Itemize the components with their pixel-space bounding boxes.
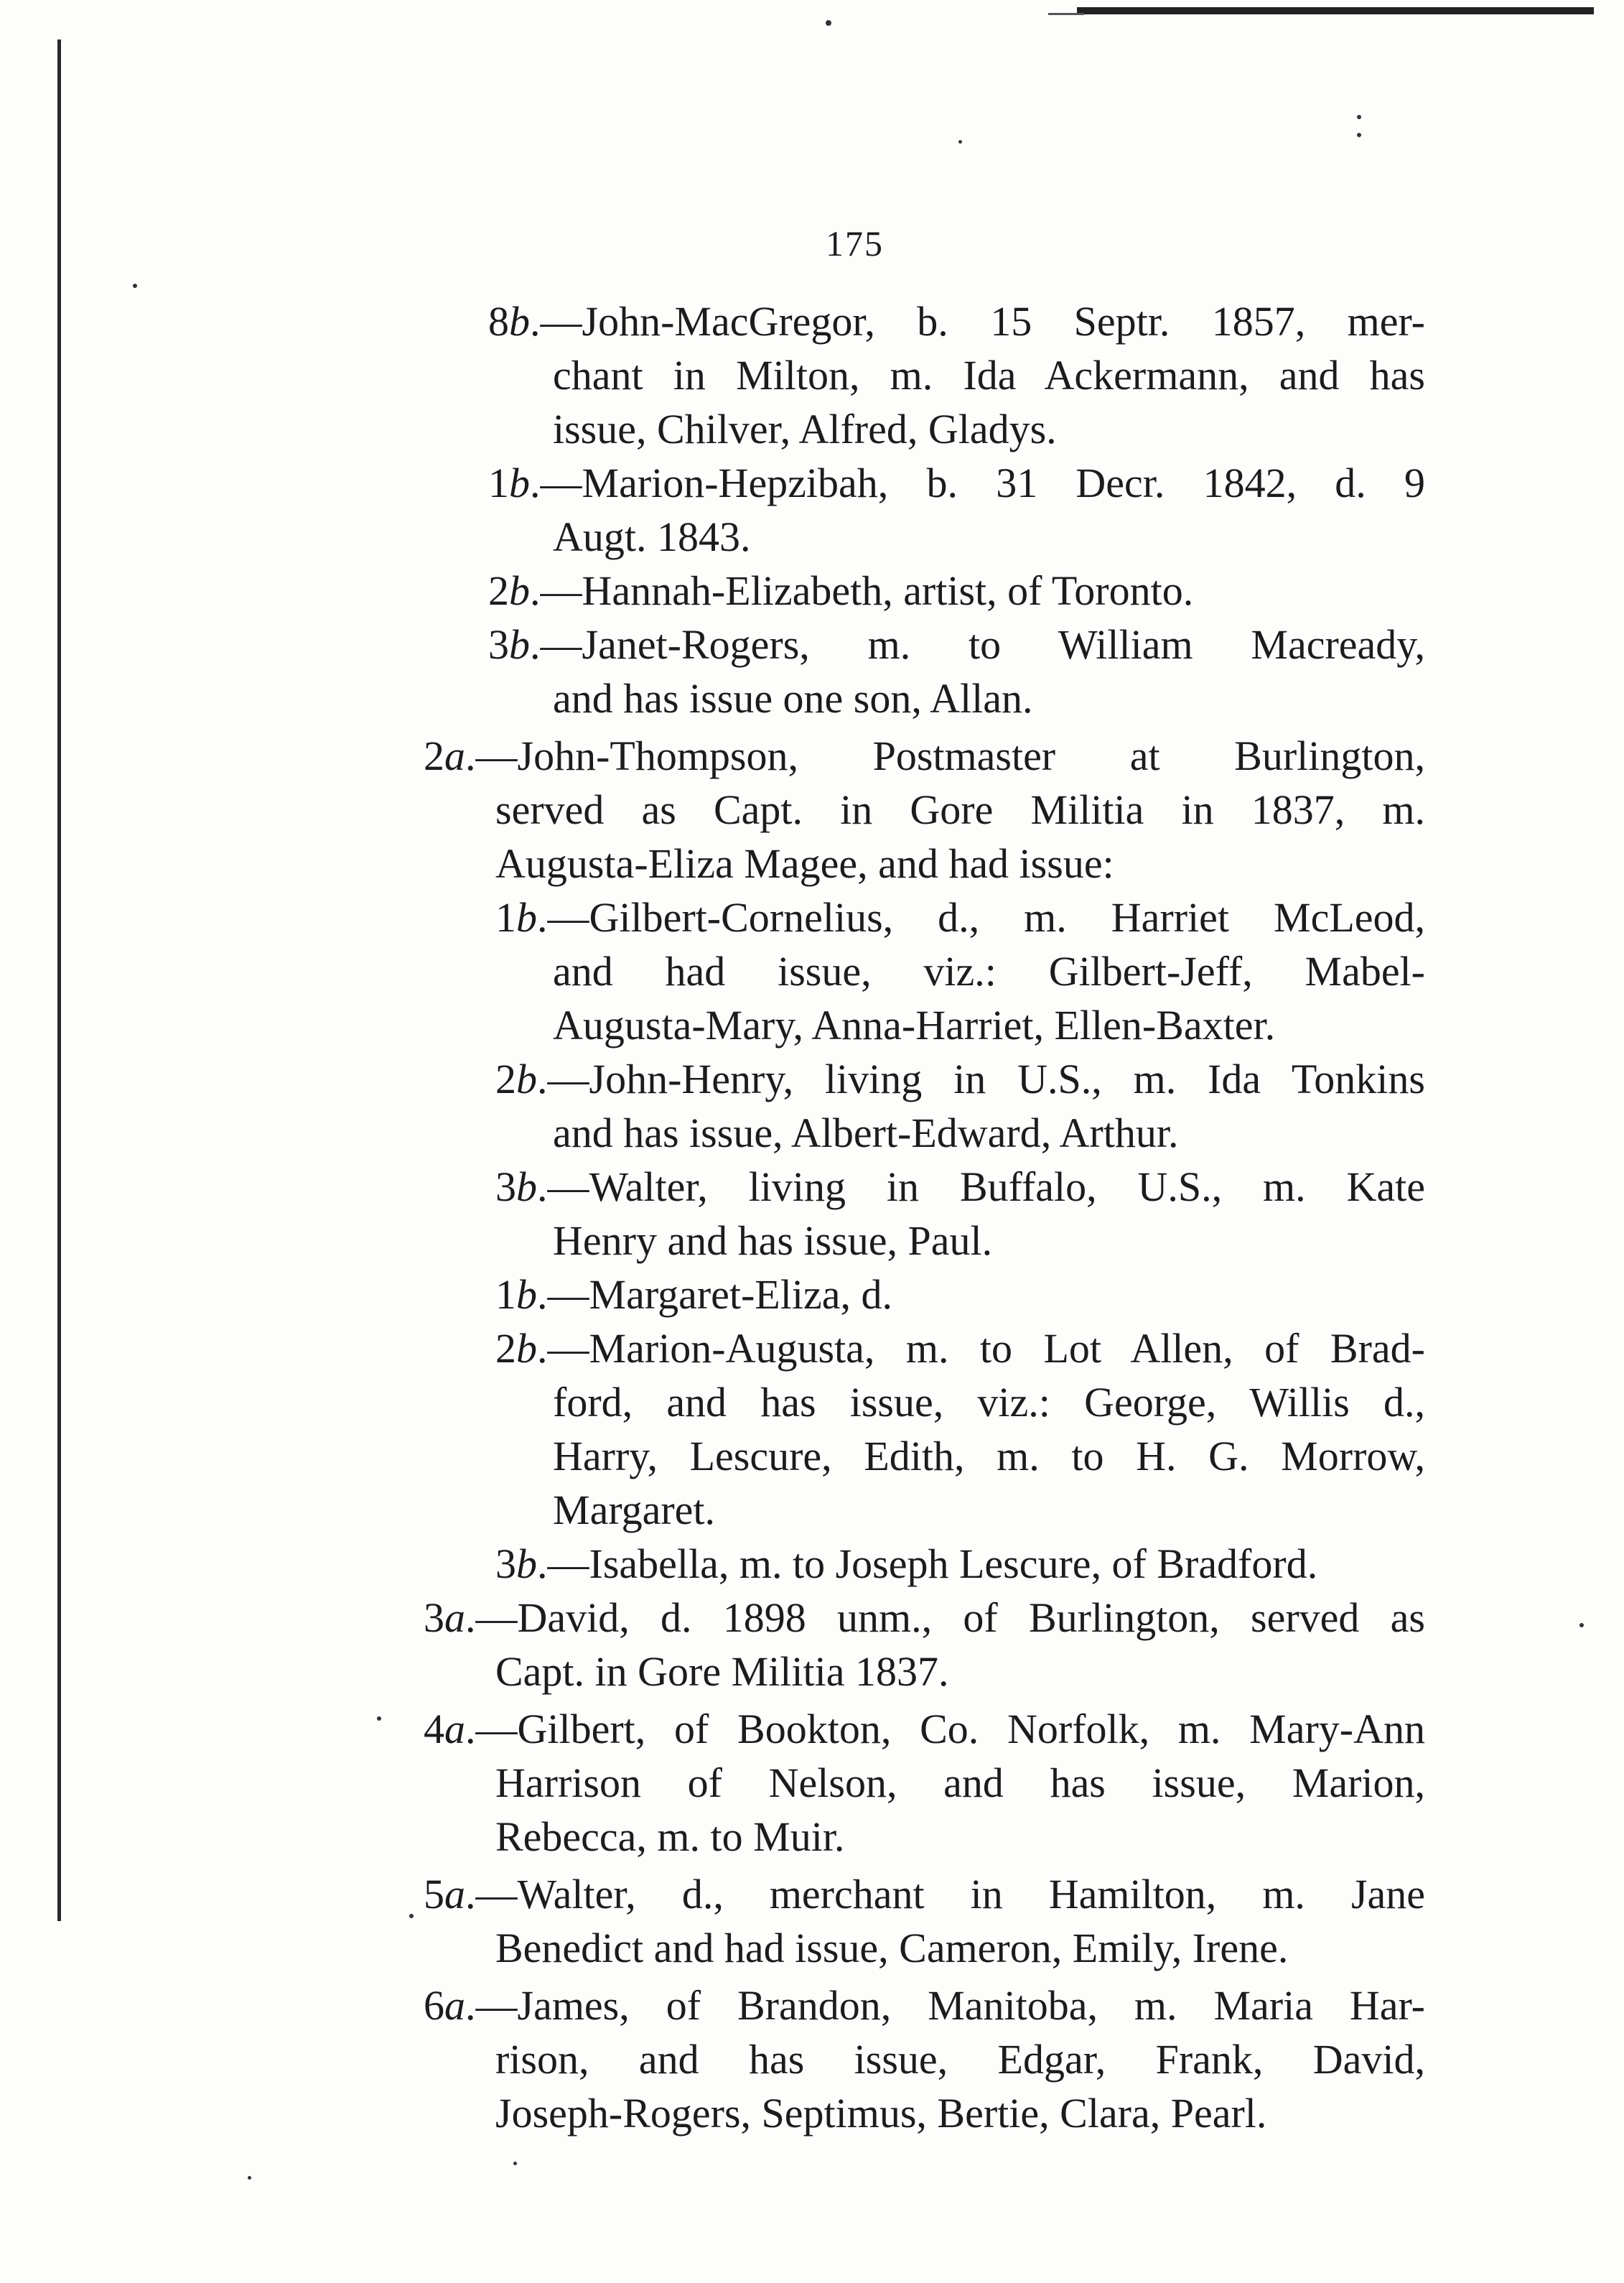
scan-speck (1579, 1623, 1584, 1627)
entry-line: Benedict and had issue, Cameron, Emily, Irene. (495, 1925, 1289, 1971)
entry-label: 3b.— (488, 621, 582, 668)
entry-line: ford, and has issue, viz.: George, Willis d., (553, 1379, 1425, 1426)
entry-label: 2b.— (495, 1325, 589, 1372)
entry-line: 2b.—Marion-Augusta, m. to Lot Allen, of Brad- (495, 1325, 1425, 1372)
scan-speck (409, 1914, 414, 1918)
entry-line: served as Capt. in Gore Militia in 1837, m. (495, 786, 1425, 833)
entry-line: 4a.—Gilbert, of Bookton, Co. Norfolk, m. Mary-Ann (424, 1706, 1425, 1752)
genealogy-entry (495, 1537, 1425, 1591)
entry-line: 6a.—James, of Brandon, Manitoba, m. Maria Har- (424, 1982, 1425, 2029)
entry-line: rison, and has issue, Edgar, Frank, David, (495, 2036, 1425, 2083)
page-number: 175 (826, 223, 884, 264)
entry-label: 2b.— (495, 1056, 589, 1102)
entry-line: 1b.—Marion-Hepzibah, b. 31 Decr. 1842, d. 9 (488, 460, 1425, 506)
entry-line: and has issue one son, Allan. (553, 675, 1033, 722)
scan-speck (1357, 115, 1361, 119)
entry-line: Margaret. (553, 1487, 715, 1533)
scan-speck (248, 2176, 251, 2180)
entry-line: Henry and has issue, Paul. (553, 1217, 993, 1264)
entry-line: 3a.—David, d. 1898 unm., of Burlington, served as (424, 1594, 1425, 1641)
genealogy-entry (424, 1591, 1425, 1698)
genealogy-entry (495, 1052, 1425, 1160)
entry-line: issue, Chilver, Alfred, Gladys. (553, 406, 1057, 452)
entry-line: chant in Milton, m. Ida Ackermann, and has (553, 352, 1425, 399)
genealogy-entry (424, 729, 1425, 891)
entry-line: 2a.—John-Thompson, Postmaster at Burlington, (424, 733, 1425, 779)
entry-line: 1b.—Gilbert-Cornelius, d., m. Harriet McLeod, (495, 894, 1425, 941)
genealogy-entry (495, 1321, 1425, 1537)
entry-line: Harrison of Nelson, and has issue, Marion, (495, 1759, 1425, 1806)
genealogy-entry (488, 564, 1425, 618)
scan-edge-tick (1048, 13, 1084, 15)
scan-speck (377, 1716, 381, 1721)
entry-label: 2a.— (424, 733, 518, 779)
genealogy-entry (495, 1268, 1425, 1321)
entry-label: 3b.— (495, 1540, 589, 1587)
entry-line: 3b.—Isabella, m. to Joseph Lescure, of Bradford. (495, 1540, 1318, 1587)
entry-label: 4a.— (424, 1706, 518, 1752)
entry-line: 1b.—Margaret-Eliza, d. (495, 1271, 892, 1318)
genealogy-entry (424, 1979, 1425, 2140)
genealogy-entry (488, 294, 1425, 456)
scan-speck (826, 20, 831, 26)
scan-speck (133, 284, 137, 288)
entry-label: 5a.— (424, 1871, 518, 1917)
entry-label: 2b.— (488, 567, 582, 614)
entry-label: 3b.— (495, 1163, 589, 1210)
genealogy-entry (495, 891, 1425, 1052)
entry-line: Rebecca, m. to Muir. (495, 1813, 845, 1860)
scan-speck (513, 2162, 517, 2165)
genealogy-entry (424, 1702, 1425, 1864)
genealogy-entry (424, 1867, 1425, 1975)
scan-speck (958, 140, 962, 144)
entry-line: 2b.—John-Henry, living in U.S., m. Ida Tonkins (495, 1056, 1425, 1102)
entry-line: Augusta-Mary, Anna-Harriet, Ellen-Baxter. (553, 1002, 1276, 1048)
entry-line: and has issue, Albert-Edward, Arthur. (553, 1110, 1179, 1156)
entry-line: 2b.—Hannah-Elizabeth, artist, of Toronto. (488, 567, 1194, 614)
scan-speck (1357, 133, 1361, 137)
entry-line: Joseph-Rogers, Septimus, Bertie, Clara, Pearl. (495, 2090, 1267, 2136)
entry-line: 3b.—Walter, living in Buffalo, U.S., m. Kate (495, 1163, 1425, 1210)
genealogy-entry (495, 1160, 1425, 1268)
entry-line: Augusta-Eliza Magee, and had issue: (495, 840, 1114, 887)
entry-label: 3a.— (424, 1594, 518, 1641)
entry-label: 8b.— (488, 298, 582, 345)
entry-label: 1b.— (488, 460, 582, 506)
left-margin-line (57, 39, 61, 1921)
entry-line: Harry, Lescure, Edith, m. to H. G. Morrow, (553, 1433, 1425, 1479)
entry-line: 3b.—Janet-Rogers, m. to William Macready, (488, 621, 1425, 668)
genealogy-entry (488, 618, 1425, 725)
entry-label: 6a.— (424, 1982, 518, 2029)
entry-line: 8b.—John-MacGregor, b. 15 Septr. 1857, mer- (488, 298, 1425, 345)
entry-line: 5a.—Walter, d., merchant in Hamilton, m. Jane (424, 1871, 1425, 1917)
genealogy-entry (488, 456, 1425, 564)
entry-label: 1b.— (495, 894, 589, 941)
entry-label: 1b.— (495, 1271, 589, 1318)
entry-line: Augt. 1843. (553, 513, 751, 560)
entry-line: and had issue, viz.: Gilbert-Jeff, Mabel- (553, 948, 1425, 995)
scan-edge-bar (1077, 7, 1594, 14)
entry-line: Capt. in Gore Militia 1837. (495, 1648, 949, 1695)
